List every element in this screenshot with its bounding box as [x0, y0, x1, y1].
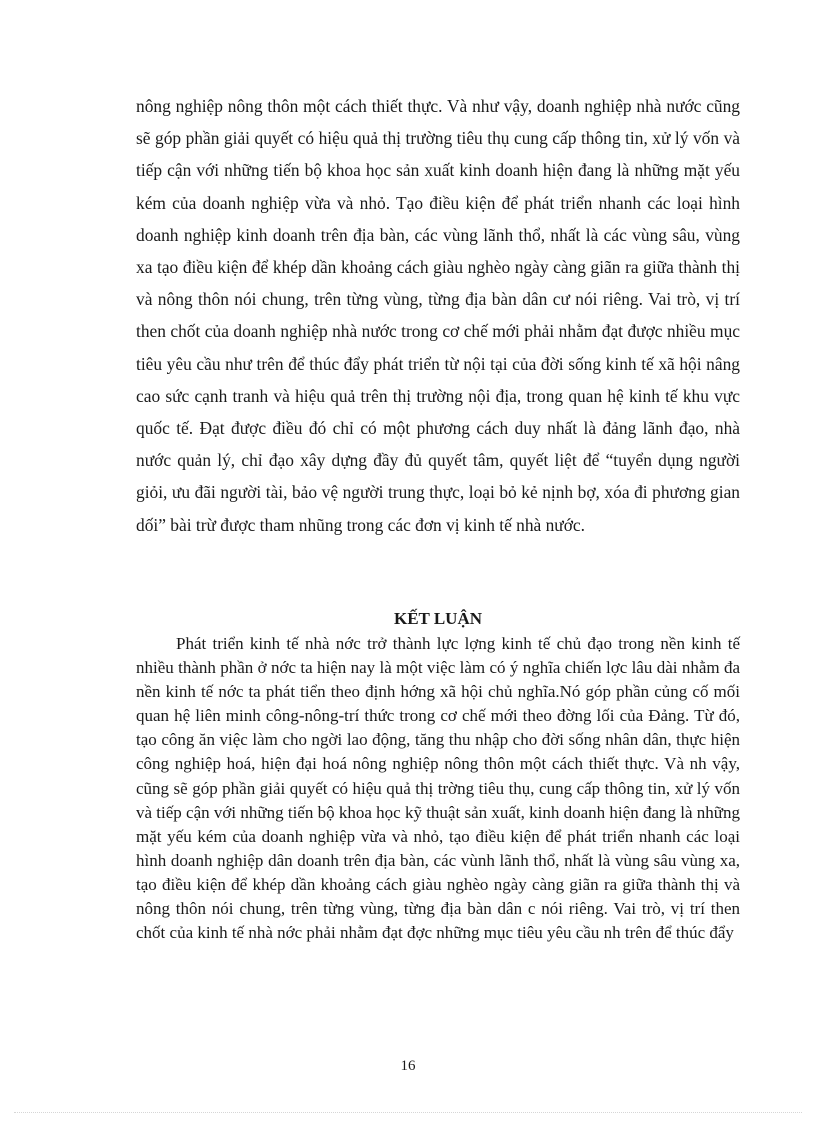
page-number: 16: [400, 1058, 416, 1074]
body-paragraph-2: Phát triển kinh tế nhà nớc trở thành lực lợng kinh tế chủ đạo trong nền kinh tế nhiều thành phần ở nớc ta hiện nay là một việc làm có ý nghĩa chiến lợc lâu dài nhằm đa nền kinh tế nớc ta phát tiển theo định hớng xã hội chủ nghĩa.Nó góp phần củng cố mối quan hệ liên minh công-nông-trí thức trong cơ chế mới theo đờng lối của Đảng. Từ đó, tạo công ăn việc làm cho ngời lao động, tăng thu nhập cho đời sống nhân dân, thực hiện công nghiệp hoá, hiện đại hoá nông nghiệp nông thôn một cách thiết thực. Và nh vậy, cũng sẽ góp phần giải quyết có hiệu quả thị trờng tiêu thụ, cung cấp thông tin, xử lý vốn và tiếp cận với những tiến bộ khoa học kỹ thuật sản xuất, kinh doanh hiện đang là những mặt yếu kém của doanh nghiệp vừa và nhỏ, tạo điều kiện để phát triển nhanh các loại hình doanh nghiệp dân doanh trên địa bàn, các vùnh lãnh thổ, nhất là vùng sâu vùng xa, tạo điều kiện để khép dần khoảng cách giàu nghèo ngày càng giãn ra giữa thành thị và nông thôn nói chung, trên từng vùng, từng địa bàn dân c nói riêng. Vai trò, vị trí then chốt của kinh tế nhà nớc phải nhằm đạt đợc những mục tiêu yêu cầu nh trên để thúc đẩy: [136, 634, 740, 943]
body-paragraph-1: nông nghiệp nông thôn một cách thiết thực. Và như vậy, doanh nghiệp nhà nước cũng sẽ góp phần giải quyết có hiệu quả thị trường tiêu thụ cung cấp thông tin, xử lý vốn và tiếp cận với những tiến bộ khoa học sản xuất kinh doanh hiện đang là những mặt yếu kém của doanh nghiệp vừa và nhỏ. Tạo điều kiện để phát triển nhanh các loại hình doanh nghiệp kinh doanh trên địa bàn, các vùng lãnh thổ, nhất là các vùng sâu, vùng xa tạo điều kiện để khép dần khoảng cách giàu nghèo ngày càng giãn ra giữa thành thị và nông thôn nói chung, trên từng vùng, từng địa bàn dân cư nói riêng. Vai trò, vị trí then chốt của doanh nghiệp nhà nước trong cơ chế mới phải nhằm đạt được nhiều mục tiêu yêu cầu như trên để thúc đẩy phát triển từ nội tại của đời sống kinh tế xã hội nâng cao sức cạnh tranh và hiệu quả trên thị trường nội địa, trong quan hệ kinh tế khu vực quốc tế. Đạt được điều đó chỉ có một phương cách duy nhất là đảng lãnh đạo, nhà nước quản lý, chỉ đạo xây dựng đầy đủ quyết tâm, quyết liệt để “tuyển dụng người giỏi, ưu đãi người tài, bảo vệ người trung thực, loại bỏ kẻ nịnh bợ, xóa đi phương gian dối” bài trừ được tham nhũng trong các đơn vị kinh tế nhà nước.: [136, 96, 740, 535]
footer-divider: [14, 1112, 802, 1113]
section-heading: KẾT LUẬN: [393, 609, 482, 628]
